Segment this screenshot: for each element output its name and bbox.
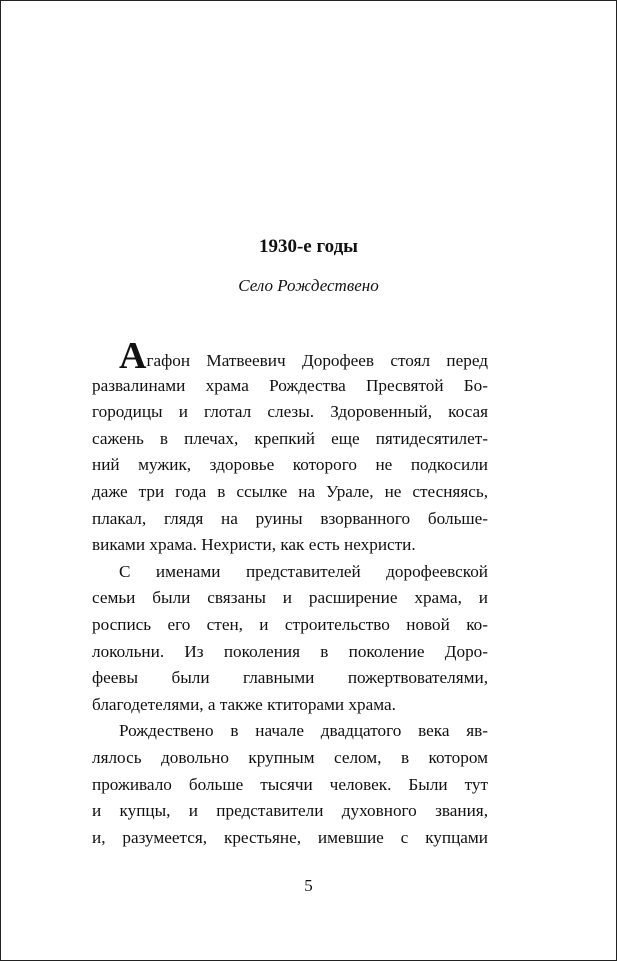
paragraph-line: семьи были связаны и расширение храма, и: [92, 588, 488, 608]
paragraph-line: Рождествено в начале двадцатого века яв-: [119, 721, 488, 741]
line-text: гафон Матвеевич Дорофеев стоял перед: [146, 351, 488, 370]
paragraph-line: городицы и глотал слезы. Здоровенный, косая: [92, 402, 488, 422]
paragraph-line: проживало больше тысячи человек. Были тут: [92, 774, 488, 794]
paragraph-line: развалинами храма Рождества Пресвятой Бо-: [92, 375, 488, 395]
paragraph-line: роспись его стен, и строительство новой ко-: [92, 614, 488, 634]
paragraph-line: С именами представителей дорофеевской: [119, 561, 488, 581]
chapter-title: 1930-е годы: [258, 236, 359, 257]
body-text: [92, 335, 488, 851]
paragraph-line: и купцы, и представители духовного звания,: [92, 801, 488, 821]
paragraph-line: лялось довольно крупным селом, в котором: [92, 747, 488, 767]
paragraph-line: сажень в плечах, крепкий еще пятидесятилет-: [92, 428, 488, 448]
drop-cap: А: [119, 335, 147, 377]
paragraph-line: виками храма. Нехристи, как есть нехристи.: [92, 535, 416, 555]
paragraph-line: ний мужик, здоровье которого не подкосили: [92, 455, 488, 475]
paragraph-line: феевы были главными пожертвователями,: [92, 668, 488, 688]
paragraph-line: [92, 335, 488, 377]
paragraph-line: плакал, глядя на руины взорванного больше-: [92, 508, 488, 528]
paragraph-line: и, разумеется, крестьяне, имевшие с купцами: [92, 827, 488, 847]
chapter-subtitle: Село Рождествено: [238, 276, 379, 295]
page-number: 5: [304, 876, 313, 895]
paragraph-line: благодетелями, а также ктиторами храма.: [92, 694, 396, 714]
paragraph-line: локольни. Из поколения в поколение Доро-: [92, 641, 488, 661]
paragraph-line: даже три года в ссылке на Урале, не стесняясь,: [92, 481, 488, 501]
